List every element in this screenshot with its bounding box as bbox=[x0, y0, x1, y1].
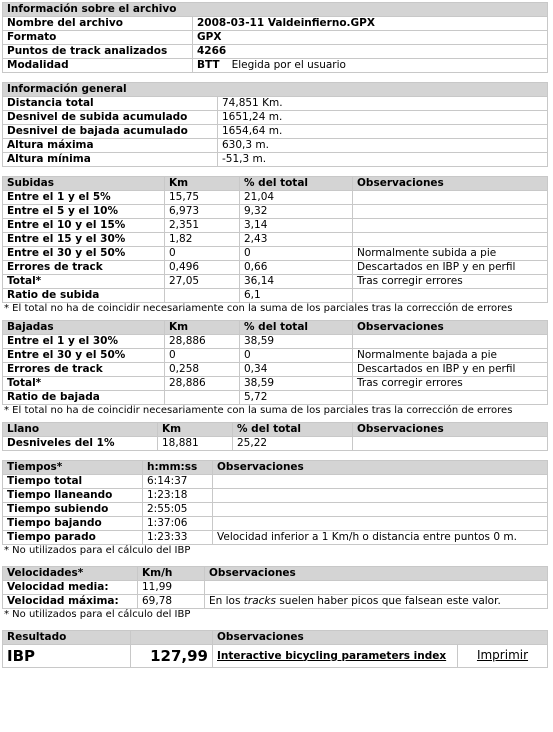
ibp-value: 127,99 bbox=[131, 645, 213, 668]
subidas-row-pct: 21,04 bbox=[240, 191, 353, 205]
bajadas-row-pct: 0,34 bbox=[240, 363, 353, 377]
subidas-row-km: 15,75 bbox=[165, 191, 240, 205]
bajadas-row-km: 28,886 bbox=[165, 377, 240, 391]
subidas-row-obs bbox=[353, 219, 548, 233]
subidas-row-label: Total* bbox=[3, 275, 165, 289]
velocidades-row-value: 69,78 bbox=[138, 595, 205, 609]
subidas-row-label: Entre el 5 y el 10% bbox=[3, 205, 165, 219]
tiempos-row-obs bbox=[213, 475, 548, 489]
llano-row-obs bbox=[353, 437, 548, 451]
subidas-row-pct: 0,66 bbox=[240, 261, 353, 275]
format-value: GPX bbox=[193, 31, 548, 45]
subidas-row-obs: Descartados en IBP y en perfil bbox=[353, 261, 548, 275]
obs-header: Observaciones bbox=[205, 567, 548, 581]
tiempos-row-label: Tiempo total bbox=[3, 475, 143, 489]
tiempos-table bbox=[2, 460, 548, 545]
general-row-label: Desnivel de subida acumulado bbox=[3, 111, 218, 125]
time-header: h:mm:ss bbox=[143, 461, 213, 475]
bajadas-row-obs: Normalmente bajada a pie bbox=[353, 349, 548, 363]
subidas-row-obs bbox=[353, 205, 548, 219]
subidas-row-obs: Normalmente subida a pie bbox=[353, 247, 548, 261]
bajadas-row-label: Total* bbox=[3, 377, 165, 391]
tiempos-header: Tiempos* bbox=[3, 461, 143, 475]
resultado-table bbox=[2, 630, 548, 668]
bajadas-row-pct: 38,59 bbox=[240, 377, 353, 391]
general-row-label: Altura máxima bbox=[3, 139, 218, 153]
tiempos-row-value: 6:14:37 bbox=[143, 475, 213, 489]
print-cell bbox=[458, 645, 548, 668]
file-name-value: 2008-03-11 Valdeinfierno.GPX bbox=[193, 17, 548, 31]
general-row-value: 630,3 m. bbox=[218, 139, 548, 153]
bajadas-row-obs: Tras corregir errores bbox=[353, 377, 548, 391]
velocidades-header: Velocidades* bbox=[3, 567, 138, 581]
bajadas-row-label: Errores de track bbox=[3, 363, 165, 377]
subidas-row-km: 27,05 bbox=[165, 275, 240, 289]
general-row-label: Desnivel de bajada acumulado bbox=[3, 125, 218, 139]
subidas-row-km: 1,82 bbox=[165, 233, 240, 247]
obs-post: suelen haber picos que falsean este valor. bbox=[275, 595, 501, 607]
velocidades-row-label: Velocidad media: bbox=[3, 581, 138, 595]
tiempos-row-label: Tiempo parado bbox=[3, 531, 143, 545]
tiempos-row-label: Tiempo llaneando bbox=[3, 489, 143, 503]
tiempos-row-label: Tiempo bajando bbox=[3, 517, 143, 531]
subidas-row-km: 2,351 bbox=[165, 219, 240, 233]
bajadas-row-label: Ratio de bajada bbox=[3, 391, 165, 405]
tiempos-row-obs bbox=[213, 503, 548, 517]
modality-note: Elegida por el usuario bbox=[231, 59, 346, 71]
subidas-row-label: Ratio de subida bbox=[3, 289, 165, 303]
llano-row-pct: 25,22 bbox=[233, 437, 353, 451]
ibp-link-cell bbox=[213, 645, 458, 668]
modality-label: Modalidad bbox=[3, 59, 193, 73]
subidas-row-km: 0 bbox=[165, 247, 240, 261]
tiempos-row-obs bbox=[213, 517, 548, 531]
format-label: Formato bbox=[3, 31, 193, 45]
tiempos-row-value: 2:55:05 bbox=[143, 503, 213, 517]
obs-header: Observaciones bbox=[353, 177, 548, 191]
bajadas-row-label: Entre el 30 y el 50% bbox=[3, 349, 165, 363]
pct-header: % del total bbox=[240, 177, 353, 191]
subidas-row-pct: 6,1 bbox=[240, 289, 353, 303]
ibp-info-link[interactable]: Interactive bicycling parameters index bbox=[217, 649, 447, 662]
subidas-row-pct: 9,32 bbox=[240, 205, 353, 219]
speed-header: Km/h bbox=[138, 567, 205, 581]
bajadas-row-km: 28,886 bbox=[165, 335, 240, 349]
general-row-label: Distancia total bbox=[3, 97, 218, 111]
velocidades-row-obs bbox=[205, 595, 548, 609]
bajadas-row-km: 0 bbox=[165, 349, 240, 363]
subidas-row-km: 6,973 bbox=[165, 205, 240, 219]
bajadas-row-pct: 0 bbox=[240, 349, 353, 363]
modality-cell bbox=[193, 59, 548, 73]
subidas-row-km bbox=[165, 289, 240, 303]
subidas-row-pct: 2,43 bbox=[240, 233, 353, 247]
general-row-label: Altura mínima bbox=[3, 153, 218, 167]
file-name-label: Nombre del archivo bbox=[3, 17, 193, 31]
tiempos-row-obs: Velocidad inferior a 1 Km/h o distancia entre puntos 0 m. bbox=[213, 531, 548, 545]
pct-header: % del total bbox=[233, 423, 353, 437]
tiempos-row-value: 1:23:33 bbox=[143, 531, 213, 545]
obs-header: Observaciones bbox=[213, 631, 548, 645]
subidas-table bbox=[2, 176, 548, 303]
bajadas-row-pct: 5,72 bbox=[240, 391, 353, 405]
ibp-label: IBP bbox=[3, 645, 131, 668]
resultado-header: Resultado bbox=[3, 631, 131, 645]
velocidades-row-obs bbox=[205, 581, 548, 595]
general-info-table bbox=[2, 82, 548, 167]
subidas-row-pct: 36,14 bbox=[240, 275, 353, 289]
km-header: Km bbox=[158, 423, 233, 437]
general-row-value: 74,851 Km. bbox=[218, 97, 548, 111]
subidas-note: * El total no ha de coincidir necesariamente con la suma de los parciales tras la corrección de errores bbox=[4, 303, 513, 314]
velocidades-row-value: 11,99 bbox=[138, 581, 205, 595]
modality-value: BTT bbox=[197, 59, 220, 71]
bajadas-note: * El total no ha de coincidir necesariamente con la suma de los parciales tras la corrección de errores bbox=[4, 405, 513, 416]
subidas-row-obs: Tras corregir errores bbox=[353, 275, 548, 289]
subidas-row-obs bbox=[353, 191, 548, 205]
subidas-row-pct: 0 bbox=[240, 247, 353, 261]
subidas-row-label: Entre el 10 y el 15% bbox=[3, 219, 165, 233]
bajadas-row-obs bbox=[353, 335, 548, 349]
general-row-value: 1651,24 m. bbox=[218, 111, 548, 125]
tiempos-row-value: 1:23:18 bbox=[143, 489, 213, 503]
obs-pre: En los bbox=[209, 595, 244, 607]
obs-header: Observaciones bbox=[353, 423, 548, 437]
llano-header: Llano bbox=[3, 423, 158, 437]
subidas-row-label: Entre el 30 y el 50% bbox=[3, 247, 165, 261]
tiempos-row-value: 1:37:06 bbox=[143, 517, 213, 531]
obs-header: Observaciones bbox=[353, 321, 548, 335]
general-row-value: 1654,64 m. bbox=[218, 125, 548, 139]
velocidades-row-label: Velocidad máxima: bbox=[3, 595, 138, 609]
km-header: Km bbox=[165, 321, 240, 335]
bajadas-row-km bbox=[165, 391, 240, 405]
velocidades-note: * No utilizados para el cálculo del IBP bbox=[4, 609, 191, 620]
bajadas-row-pct: 38,59 bbox=[240, 335, 353, 349]
track-points-label: Puntos de track analizados bbox=[3, 45, 193, 59]
bajadas-row-km: 0,258 bbox=[165, 363, 240, 377]
file-info-table bbox=[2, 2, 548, 73]
llano-table bbox=[2, 422, 548, 451]
bajadas-table bbox=[2, 320, 548, 405]
resultado-blank-header bbox=[131, 631, 213, 645]
llano-row-km: 18,881 bbox=[158, 437, 233, 451]
pct-header: % del total bbox=[240, 321, 353, 335]
general-row-value: -51,3 m. bbox=[218, 153, 548, 167]
subidas-row-label: Entre el 15 y el 30% bbox=[3, 233, 165, 247]
subidas-row-pct: 3,14 bbox=[240, 219, 353, 233]
file-info-title: Información sobre el archivo bbox=[3, 3, 548, 17]
subidas-row-label: Errores de track bbox=[3, 261, 165, 275]
obs-header: Observaciones bbox=[213, 461, 548, 475]
bajadas-row-label: Entre el 1 y el 30% bbox=[3, 335, 165, 349]
subidas-header: Subidas bbox=[3, 177, 165, 191]
bajadas-row-obs bbox=[353, 391, 548, 405]
print-link[interactable]: Imprimir bbox=[476, 648, 529, 662]
km-header: Km bbox=[165, 177, 240, 191]
subidas-row-label: Entre el 1 y el 5% bbox=[3, 191, 165, 205]
subidas-row-obs bbox=[353, 289, 548, 303]
tiempos-note: * No utilizados para el cálculo del IBP bbox=[4, 545, 191, 556]
tiempos-row-obs bbox=[213, 489, 548, 503]
subidas-row-obs bbox=[353, 233, 548, 247]
bajadas-header: Bajadas bbox=[3, 321, 165, 335]
llano-row-label: Desniveles del 1% bbox=[3, 437, 158, 451]
general-info-title: Información general bbox=[3, 83, 548, 97]
subidas-row-km: 0,496 bbox=[165, 261, 240, 275]
tiempos-row-label: Tiempo subiendo bbox=[3, 503, 143, 517]
velocidades-table bbox=[2, 566, 548, 609]
bajadas-row-obs: Descartados en IBP y en perfil bbox=[353, 363, 548, 377]
track-points-value: 4266 bbox=[193, 45, 548, 59]
obs-em: tracks bbox=[243, 595, 276, 607]
